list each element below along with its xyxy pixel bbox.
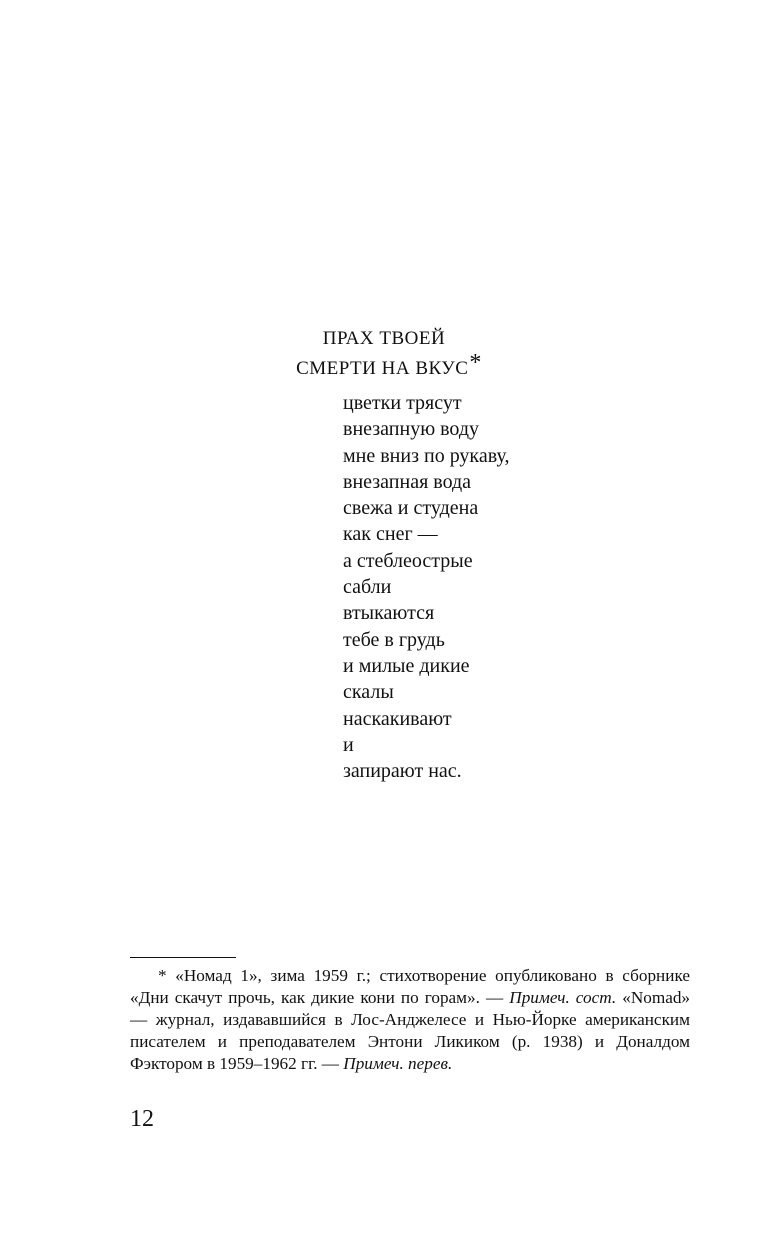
footnote-translator-note: Примеч. перев. [343, 1054, 453, 1073]
poem-line: внезапную воду [343, 418, 480, 441]
poem-line: свежа и студена [343, 497, 479, 520]
footnote-marker: * [158, 966, 167, 985]
poem-title-line-2 [0, 352, 768, 384]
poem-line: мне вниз по рукаву, [343, 444, 510, 467]
poem-line: а стеблеострые [343, 549, 473, 572]
poem-line: и [343, 733, 354, 756]
footnote-compiler-note: Примеч. сост. [509, 988, 617, 1007]
page-number: 12 [130, 1106, 154, 1132]
footnote-text-part-1: «Номад 1», зима 1959 г.; стихотворение опубликовано в сборнике «Дни скачут прочь, как дикие кони по горам». — [130, 966, 691, 1007]
poem-line: наскакивают [343, 707, 452, 730]
footnote-reference-mark: * [469, 350, 482, 376]
footnote-divider [130, 957, 236, 958]
poem-line: сабли [343, 576, 392, 599]
poem-title-text: СМЕРТИ НА ВКУС [296, 358, 469, 379]
poem-line: запирают нас. [343, 760, 462, 783]
poem-title-line-1: ПРАХ ТВОЕЙ [322, 328, 446, 349]
poem-line: внезапная вода [343, 470, 472, 493]
poem-body [343, 390, 509, 784]
poem-line: цветки трясут [343, 392, 462, 414]
poem-line: скалы [343, 681, 394, 704]
poem-line: и милые дикие [343, 654, 470, 677]
poem-line: тебе в грудь [343, 628, 445, 651]
footnote [130, 965, 690, 1075]
poem-line: втыкаются [343, 602, 435, 625]
poem-line: как снег — [343, 523, 438, 546]
footnote-text-part-2: «Nomad» — журнал, издававшийся в Лос-Анджелесе и Нью-Йорке американским писателем и преподавателем Энтони Ликиком (р. 1938) и Доналдом Фэктором в 1959–1962 гг. — [130, 988, 691, 1073]
